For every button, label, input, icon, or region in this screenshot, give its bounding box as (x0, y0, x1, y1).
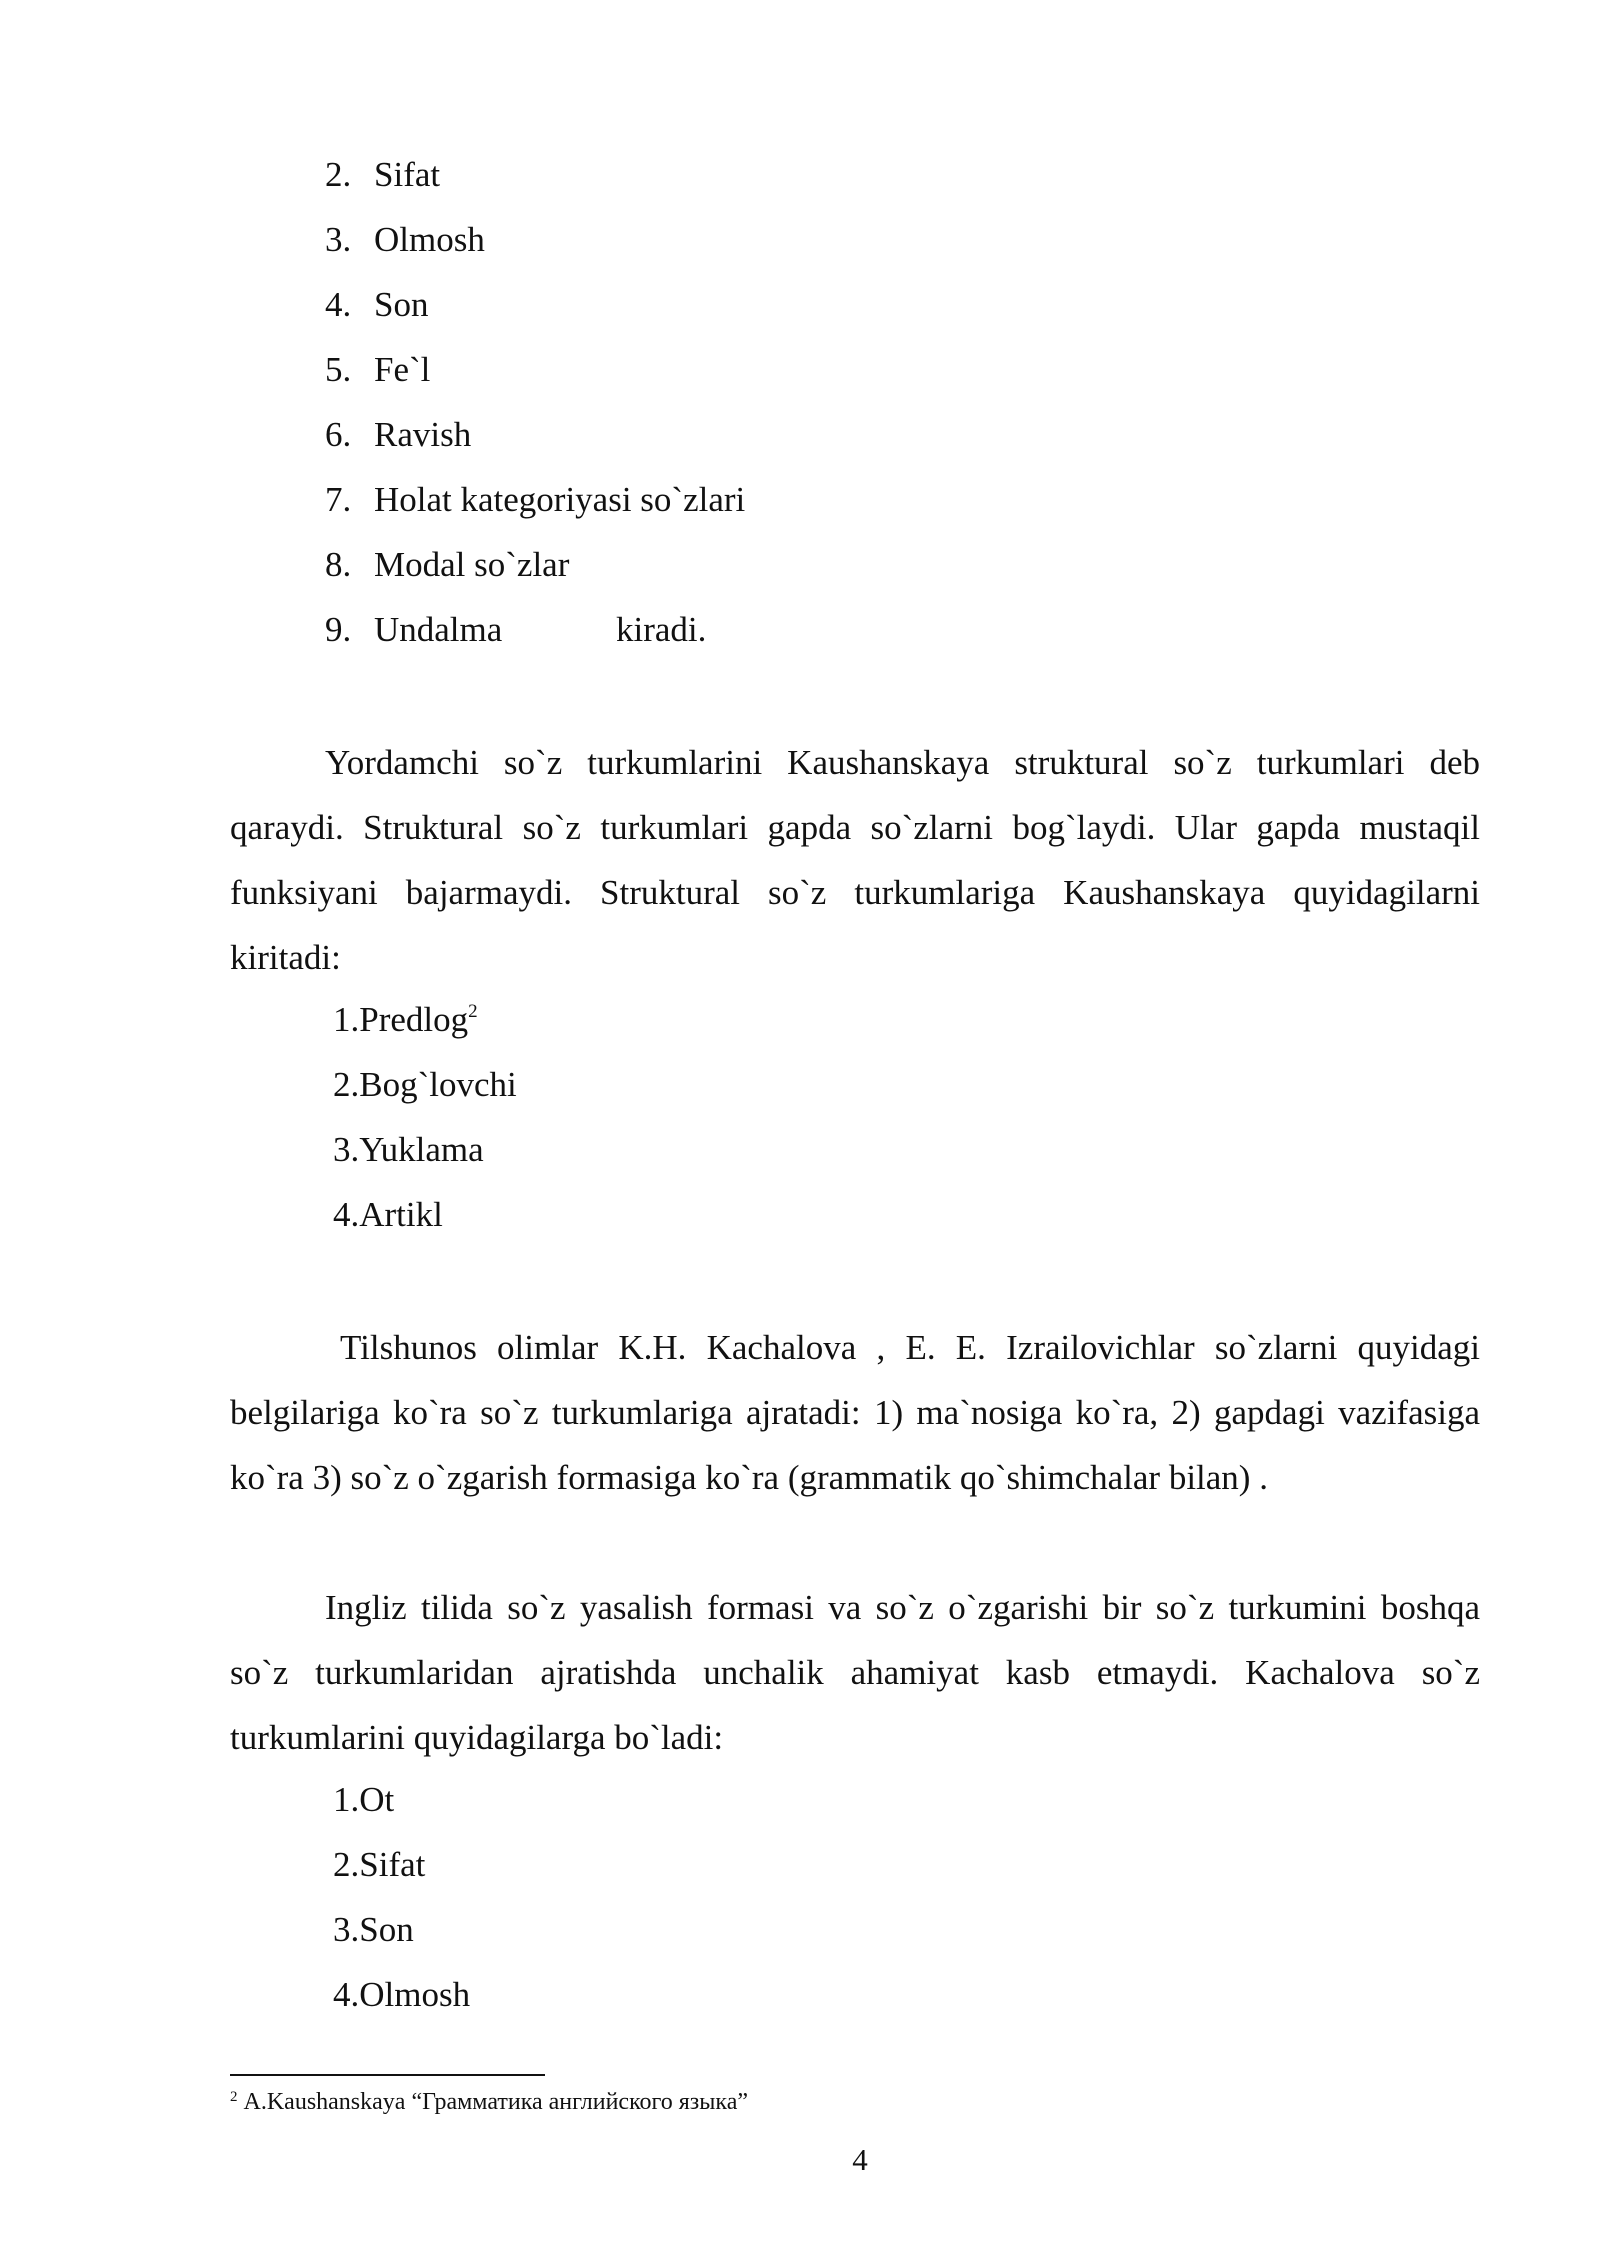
footnote (230, 2087, 748, 2117)
paragraph-text: Tilshunos olimlar K.H. Kachalova , E. E. Izrailovichlar so`zlarni quyidagi belgilariga ko`ra so`z turkumlariga ajratadi: 1) ma`nosiga ko`ra, 2) gapdagi vazifasiga ko`ra 3) so`z o`zgarish formasiga ko`ra (grammatik qo`shimchalar bilan) . (230, 1328, 1480, 1497)
list-item (333, 1780, 394, 1820)
list-item-number: 4. (325, 285, 352, 324)
list-item (325, 220, 485, 260)
list-item-text: Fe`l (374, 350, 431, 389)
paragraph-text: Ingliz tilida so`z yasalish formasi va so`z o`zgarishi bir so`z turkumini boshqa so`z turkumlaridan ajratishda unchalik ahamiyat kasb etmaydi. Kachalova so`z turkumlarini quyidagilarga bo`ladi: (230, 1588, 1480, 1757)
paragraph-text: Yordamchi so`z turkumlarini Kaushanskaya struktural so`z turkumlari deb qaraydi. Struktural so`z turkumlari gapda so`zlarni bog`laydi. Ular gapda mustaqil funksiyani bajarmaydi. Struktural so`z turkumlariga Kaushanskaya quyidagilarni kiritadi: (230, 743, 1480, 977)
list-item-number: 9. (325, 610, 352, 649)
paragraph-structural (230, 730, 1480, 990)
list-item (333, 1195, 443, 1235)
list-item-text: 2.Sifat (333, 1845, 426, 1884)
list-item (325, 610, 502, 650)
list-item-text: 3.Son (333, 1910, 414, 1949)
list-item-number: 5. (325, 350, 352, 389)
list-item-text: Holat kategoriyasi so`zlari (374, 480, 746, 519)
footnote-marker: 2 (230, 2089, 238, 2105)
list-item-text: Olmosh (374, 220, 485, 259)
list-item-text: 4.Olmosh (333, 1975, 471, 2014)
list-item-text: 4.Artikl (333, 1195, 443, 1234)
list-item (333, 1910, 414, 1950)
list-item (333, 1130, 484, 1170)
footnote-reference[interactable]: 2 (468, 1001, 478, 1022)
list-item-number: 6. (325, 415, 352, 454)
list-item-text: 2.Bog`lovchi (333, 1065, 517, 1104)
list-item-number: 3. (325, 220, 352, 259)
list-trailing-text: kiradi. (616, 610, 707, 649)
list-item-text: Modal so`zlar (374, 545, 570, 584)
list-item (325, 480, 745, 520)
list-item-text: 1.Predlog (333, 1000, 469, 1039)
list-item-text: 1.Ot (333, 1780, 395, 1819)
footnote-text: A.Kaushanskaya “Грамматика английского языка” (243, 2089, 749, 2115)
list-item-text: Undalma (374, 610, 503, 649)
footnote-separator (230, 2074, 545, 2076)
list-item-number: 2. (325, 155, 352, 194)
list-item (325, 155, 440, 195)
list-item-text: Son (374, 285, 429, 324)
list-item (325, 285, 428, 325)
list-item (333, 1845, 425, 1885)
list-item (325, 415, 471, 455)
list-item (333, 1000, 478, 1040)
paragraph-english (230, 1575, 1480, 1770)
list-item (325, 350, 430, 390)
list-item-text: Ravish (374, 415, 472, 454)
list-item (333, 1975, 470, 2015)
list-item-text: 3.Yuklama (333, 1130, 484, 1169)
page-number: 4 (852, 2142, 868, 2177)
paragraph-linguists (230, 1315, 1480, 1510)
list-item-number: 8. (325, 545, 352, 584)
list-item-text: Sifat (374, 155, 441, 194)
list-item (325, 545, 569, 585)
list-item-number: 7. (325, 480, 352, 519)
list-item (333, 1065, 517, 1105)
